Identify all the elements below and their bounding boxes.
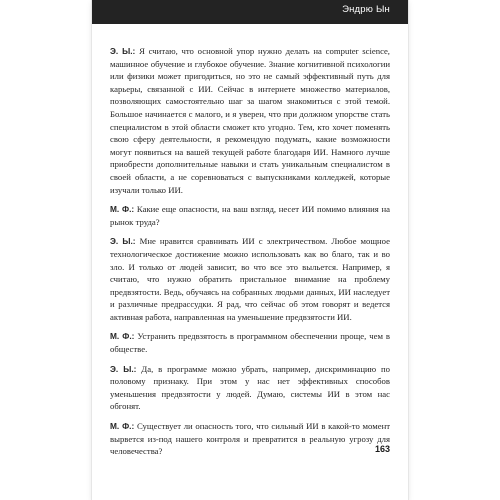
paragraph xyxy=(110,203,390,228)
paragraph-text: Устранить предвзятость в программном обеспечении проще, чем в обществе. xyxy=(110,331,391,355)
paragraph xyxy=(110,330,390,355)
speaker-label: Э. Ы.: xyxy=(110,363,137,374)
speaker-label: Э. Ы.: xyxy=(110,46,136,56)
paragraph-text: Существует ли опасность того, что сильный ИИ в какой-то момент вырвется из-под нашего контроля и превратится в реальную угрозу для человечества? xyxy=(110,421,391,457)
paragraph-text: Мне нравится сравнивать ИИ с электричеством. Любое мощное технологическое достижение можно использовать как во благо, так и во зло. И только от людей зависит, во что все это выльется. Например, я считаю, что нужно обратить пристальное внимание на проблему предвзятости. Ведь, обучаясь на собранных людьми данных, ИИ наследует и различные предрассудки. Я рад, что сейчас об этом говорят и ведется активная работа, направленная на уменьшение предвзятости ИИ. xyxy=(110,236,390,322)
page-body xyxy=(110,45,390,465)
speaker-label: М. Ф.: xyxy=(110,421,135,432)
speaker-label: Э. Ы.: xyxy=(110,236,136,247)
running-header-title: Эндрю Ын xyxy=(342,4,390,15)
paragraph xyxy=(110,420,390,458)
speaker-label: М. Ф.: xyxy=(110,331,135,342)
page-number: 163 xyxy=(374,444,390,454)
speaker-label: М. Ф.: xyxy=(110,204,135,215)
paragraph-text: Какие еще опасности, на ваш взгляд, несет ИИ помимо влияния на рынок труда? xyxy=(110,204,391,227)
paragraph-text: Да, в программе можно убрать, например, дискриминацию по половому признаку. При этом у нас нет эффективных способов уменьшения предвзятости у людей. Думаю, системы ИИ в этом нас обгонят. xyxy=(110,363,390,412)
paragraph xyxy=(110,235,390,323)
book-page xyxy=(92,0,408,500)
paragraph-text: Я считаю, что основной упор нужно делать на computer science, машинное обучение и глубокое обучение. Знание когнитивной психологии или физики может пригодиться, но это не самый эффективный путь для карьеры, связанной с ИИ. Сейчас в интернете множество материалов, позволяющих самостоятельно шаг за шагом знакомиться с этой темой. Большое начинается с малого, и я уверен, что при должном упорстве стать специалистом в этой области сможет кто угодно. Тем, кто хочет поменять свою сферу деятельности, я рекомендую подумать, какие возможности могут появиться на вашей текущей работе благодаря ИИ. Намного лучше приобрести дополнительные навыки и стать уникальным специалистом в своей области, а не соревноваться с выпускниками колледжей, которые изучали только ИИ. xyxy=(110,46,390,195)
running-header xyxy=(92,0,408,24)
paragraph xyxy=(110,45,390,196)
paragraph xyxy=(110,363,390,413)
